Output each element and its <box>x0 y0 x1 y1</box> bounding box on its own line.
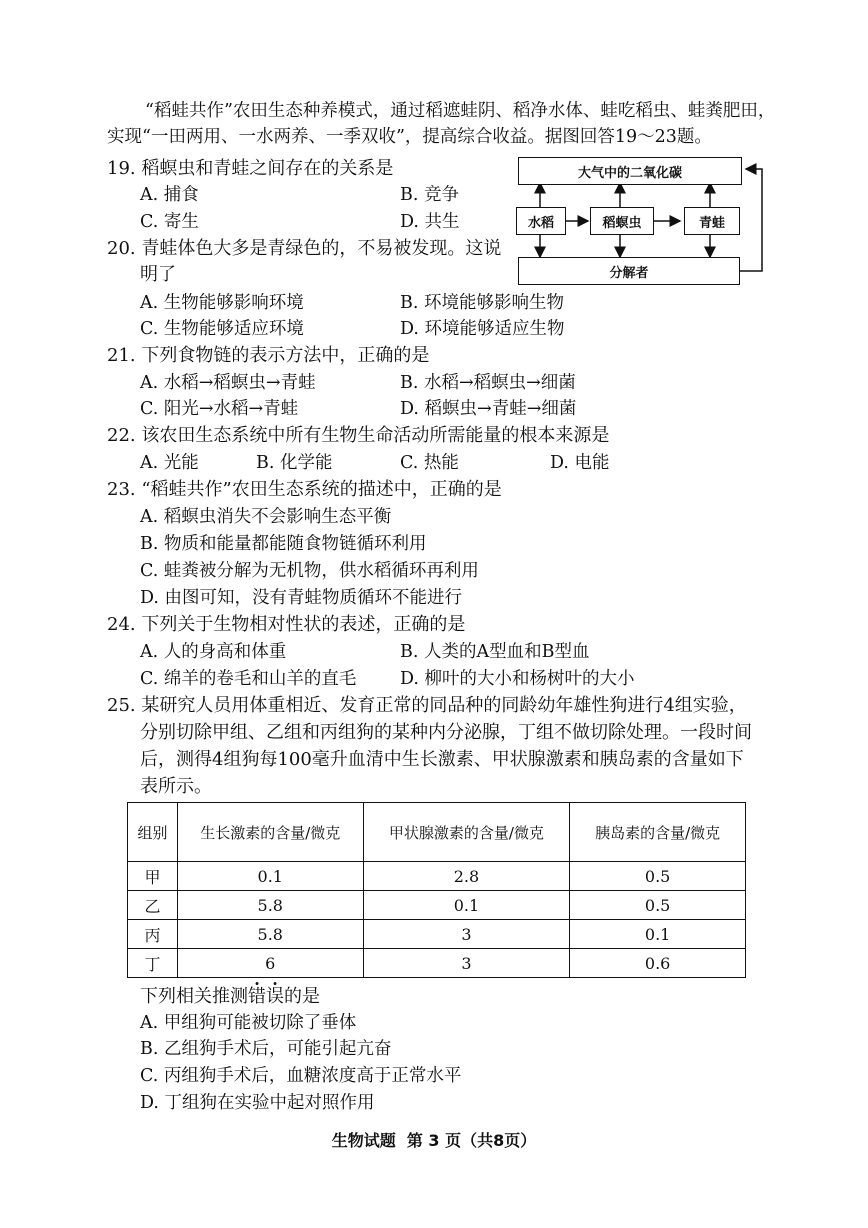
table-row <box>128 862 746 891</box>
header-insulin: 胰岛素的含量/微克 <box>570 803 746 862</box>
q25-option-c: C. 丙组狗手术后，血糖浓度高于正常水平 <box>140 1066 462 1086</box>
group-cell: 丙 <box>128 920 178 949</box>
insulin-cell: 0.5 <box>570 862 746 891</box>
q21-option-d: D. 稻螟虫→青蛙→细菌 <box>400 399 577 419</box>
page-footer: 生物试题 第 3 页（共8页） <box>331 1131 537 1150</box>
q24-option-a: A. 人的身高和体重 <box>140 642 287 662</box>
q19-option-a: A. 捕食 <box>140 185 199 205</box>
q21-stem: 21. 下列食物链的表示方法中，正确的是 <box>107 345 430 366</box>
insulin-cell: 0.1 <box>570 920 746 949</box>
q25-stem-2: 分别切除甲组、乙组和丙组狗的某种内分泌腺，丁组不做切除处理。一段时间 <box>140 722 752 743</box>
q25-prompt-emphasis-2: 误 <box>266 986 284 1007</box>
q23-option-a: A. 稻螟虫消失不会影响生态平衡 <box>140 507 392 527</box>
q25-prompt <box>140 984 320 1010</box>
q23-option-d: D. 由图可知，没有青蛙物质循环不能进行 <box>140 588 463 608</box>
header-group: 组别 <box>128 803 178 862</box>
q23-stem: 23. “稻蛙共作”农田生态系统的描述中，正确的是 <box>107 479 502 500</box>
q19-option-d: D. 共生 <box>400 212 460 232</box>
q25-prompt-post: 的是 <box>284 986 320 1007</box>
table-header-row <box>128 803 746 862</box>
growth-cell: 6 <box>177 949 363 978</box>
q25-stem-3: 后，测得4组狗每100毫升血清中生长激素、甲状腺激素和胰岛素的含量如下 <box>140 749 744 770</box>
intro-line-2: 实现“一田两用、一水两养、一季双收”，提高综合收益。据图回答19～23题。 <box>107 127 712 147</box>
co2-box: 大气中的二氧化碳 <box>518 157 742 185</box>
q22-stem: 22. 该农田生态系统中所有生物生命活动所需能量的根本来源是 <box>107 425 610 446</box>
insulin-cell: 0.6 <box>570 949 746 978</box>
q22-option-a: A. 光能 <box>140 453 199 473</box>
q24-option-c: C. 绵羊的卷毛和山羊的直毛 <box>140 669 357 689</box>
intro-line-1: “稻蛙共作”农田生态种养模式，通过稻遮蛙阴、稻净水体、蛙吃稻虫、蛙粪肥田， <box>145 101 776 121</box>
q21-option-c: C. 阳光→水稻→青蛙 <box>140 399 299 419</box>
growth-cell: 0.1 <box>177 862 363 891</box>
q25-option-a: A. 甲组狗可能被切除了垂体 <box>140 1013 357 1033</box>
ecosystem-diagram <box>514 155 774 295</box>
q20-option-b: B. 环境能够影响生物 <box>400 293 564 313</box>
group-cell: 甲 <box>128 862 178 891</box>
rice-box: 水稻 <box>516 207 566 235</box>
q24-option-d: D. 柳叶的大小和杨树叶的大小 <box>400 669 635 689</box>
q19-option-c: C. 寄生 <box>140 212 199 232</box>
q24-option-b: B. 人类的A型血和B型血 <box>400 642 590 662</box>
q25-option-d: D. 丁组狗在实验中起对照作用 <box>140 1093 375 1113</box>
table-row <box>128 949 746 978</box>
q25-stem-4: 表所示。 <box>140 776 212 797</box>
growth-cell: 5.8 <box>177 891 363 920</box>
hormone-table <box>127 802 746 978</box>
insulin-cell: 0.5 <box>570 891 746 920</box>
group-cell: 乙 <box>128 891 178 920</box>
thyroid-cell: 3 <box>363 949 570 978</box>
q21-option-a: A. 水稻→稻螟虫→青蛙 <box>140 373 316 393</box>
q20-stem-2: 明了 <box>140 264 176 285</box>
q20-option-a: A. 生物能够影响环境 <box>140 293 304 313</box>
q20-option-c: C. 生物能够适应环境 <box>140 319 304 339</box>
q25-stem-1: 25. 某研究人员用体重相近、发育正常的同品种的同龄幼年雄性狗进行4组实验， <box>107 695 747 716</box>
thyroid-cell: 3 <box>363 920 570 949</box>
header-thyroid-hormone: 甲状腺激素的含量/微克 <box>363 803 570 862</box>
q25-option-b: B. 乙组狗手术后，可能引起亢奋 <box>140 1039 392 1059</box>
q20-stem-1: 20. 青蛙体色大多是青绿色的，不易被发现。这说 <box>107 238 502 259</box>
table-row <box>128 920 746 949</box>
q23-option-b: B. 物质和能量都能随食物链循环利用 <box>140 534 427 554</box>
q22-option-d: D. 电能 <box>550 453 610 473</box>
thyroid-cell: 2.8 <box>363 862 570 891</box>
q24-stem: 24. 下列关于生物相对性状的表述，正确的是 <box>107 614 466 635</box>
q25-prompt-emphasis-1: 错 <box>248 986 266 1007</box>
q22-option-b: B. 化学能 <box>256 453 333 473</box>
header-growth-hormone: 生长激素的含量/微克 <box>177 803 363 862</box>
thyroid-cell: 0.1 <box>363 891 570 920</box>
q20-option-d: D. 环境能够适应生物 <box>400 319 565 339</box>
decomposer-box: 分解者 <box>518 257 740 285</box>
q19-stem: 19. 稻螟虫和青蛙之间存在的关系是 <box>107 158 394 179</box>
arrow-decomposer-to-co2 <box>740 169 762 271</box>
frog-box: 青蛙 <box>684 207 740 235</box>
q22-option-c: C. 热能 <box>400 453 459 473</box>
growth-cell: 5.8 <box>177 920 363 949</box>
q25-prompt-pre: 下列相关推测 <box>140 986 248 1007</box>
pest-box: 稻螟虫 <box>590 207 654 235</box>
table-row <box>128 891 746 920</box>
q21-option-b: B. 水稻→稻螟虫→细菌 <box>400 373 576 393</box>
q23-option-c: C. 蛙粪被分解为无机物，供水稻循环再利用 <box>140 561 479 581</box>
group-cell: 丁 <box>128 949 178 978</box>
q19-option-b: B. 竞争 <box>400 185 459 205</box>
